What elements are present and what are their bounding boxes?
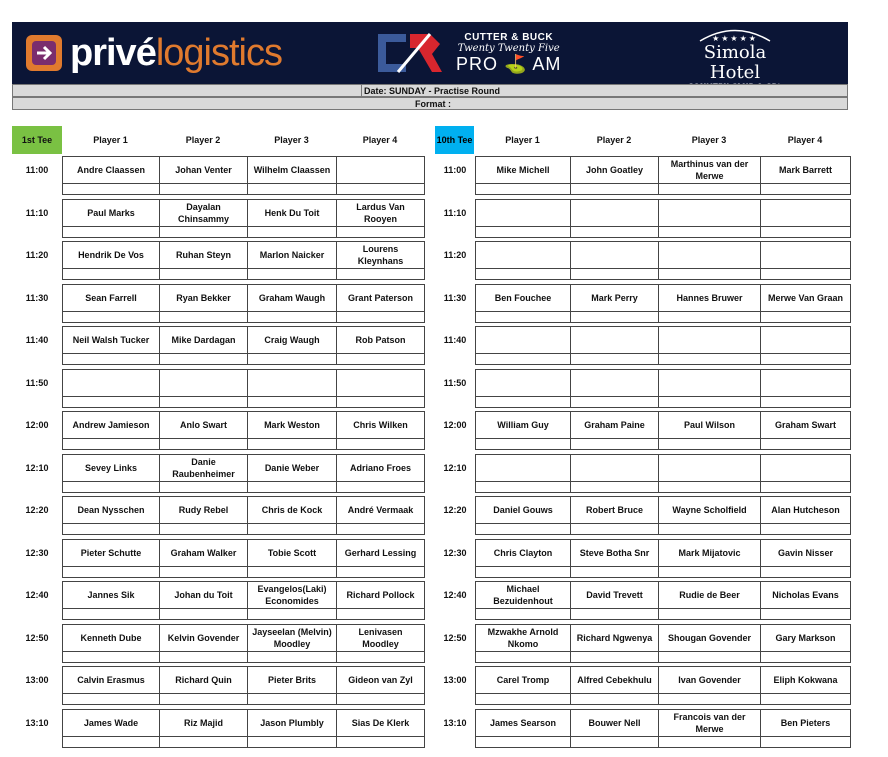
date-label: Date: SUNDAY - Practise Round [361,85,500,97]
tee10-spacer-cell [760,438,851,450]
tee1-player-cell[interactable]: Mike Dardagan [159,326,248,354]
tee1-player-cell[interactable]: Richard Quin [159,666,248,694]
tee1-tee-time: 12:20 [25,505,49,515]
tee10-tee-time: 12:40 [443,590,467,600]
tee1-spacer-cell [336,396,425,408]
tee10-spacer-cell [475,311,571,323]
tee10-player-cell[interactable] [760,369,851,397]
tee1-spacer-cell [247,481,337,493]
tee1-player-cell[interactable]: Craig Waugh [247,326,337,354]
tee10-player-cell[interactable]: Shougan Govender [658,624,761,652]
tee1-spacer-cell [247,651,337,663]
tee10-player-cell[interactable] [475,454,571,482]
tee10-spacer-cell [658,736,761,748]
simola-name: Simola Hotel [703,42,767,83]
tee1-spacer-cell [247,523,337,535]
tee1-player-cell[interactable]: Jayseelan (Melvin) Moodley [247,624,337,652]
tee10-spacer-cell [760,396,851,408]
tee10-spacer-cell [570,736,659,748]
tee10-spacer-cell [475,523,571,535]
tee1-player-cell[interactable]: Kenneth Dube [62,624,160,652]
tee1-player-cell[interactable] [159,369,248,397]
tee1-player-cell[interactable]: Chris Wilken [336,411,425,439]
tee10-player-cell[interactable]: Eliph Kokwana [760,666,851,694]
tee1-spacer-cell [336,523,425,535]
tee1-player-cell[interactable]: Ryan Bekker [159,284,248,312]
tee1-tee-time: 12:50 [25,633,49,643]
tee1-tee-time: 12:40 [25,590,49,600]
tee10-spacer-cell [570,311,659,323]
tee10-player-cell[interactable]: Gary Markson [760,624,851,652]
tee10-tee-time: 13:00 [443,675,467,685]
tee1-spacer-cell [159,736,248,748]
tee1-tee-time: 13:10 [25,718,49,728]
tee1-spacer-cell [336,353,425,365]
tee10-player-cell[interactable]: John Goatley [570,156,659,184]
tee10-spacer-cell [760,736,851,748]
tee10-player-cell[interactable] [658,199,761,227]
tee1-player-cell[interactable]: Rob Patson [336,326,425,354]
tee10-player-cell[interactable] [475,199,571,227]
tee1-player-cell[interactable]: Graham Walker [159,539,248,567]
tee10-player-cell[interactable] [570,199,659,227]
tee10-spacer-cell [658,311,761,323]
tee1-header-player-1: Player 1 [93,135,128,145]
tee10-player-cell[interactable] [658,369,761,397]
tee1-spacer-cell [62,353,160,365]
tee10-player-cell[interactable]: Nicholas Evans [760,581,851,609]
tee10-spacer-cell [570,651,659,663]
tee10-spacer-cell [475,268,571,280]
tee1-spacer-cell [62,481,160,493]
tee10-spacer-cell [570,396,659,408]
tee10-spacer-cell [570,226,659,238]
tee10-tee-time: 12:50 [443,633,467,643]
tee10-player-cell[interactable]: Mark Barrett [760,156,851,184]
tee10-player-cell[interactable]: Hannes Bruwer [658,284,761,312]
tee10-player-cell[interactable] [760,454,851,482]
tee10-tee-time: 11:00 [443,165,467,175]
tee10-spacer-cell [475,226,571,238]
tee1-spacer-cell [336,226,425,238]
cutter-buck-year: Twenty Twenty Five [457,42,560,54]
tee1-player-cell[interactable]: André Vermaak [336,496,425,524]
tee1-player-cell[interactable]: Johan Venter [159,156,248,184]
tee10-player-cell[interactable]: Steve Botha Snr [570,539,659,567]
tee10-player-cell[interactable] [658,241,761,269]
tee10-player-cell[interactable] [760,326,851,354]
tee10-spacer-cell [658,438,761,450]
tee1-player-cell[interactable]: Neil Walsh Tucker [62,326,160,354]
tee1-spacer-cell [336,566,425,578]
tee1-player-cell[interactable] [336,369,425,397]
tee1-spacer-cell [159,481,248,493]
tee10-player-cell[interactable] [475,241,571,269]
tee1-tee-time: 13:00 [25,675,49,685]
tee1-player-cell[interactable]: Graham Waugh [247,284,337,312]
tee1-spacer-cell [159,226,248,238]
tee1-tee-time: 11:30 [25,293,49,303]
tee10-spacer-cell [658,481,761,493]
simola-stars: ★★★★★ [712,34,758,43]
tee10-player-cell[interactable]: William Guy [475,411,571,439]
tee1-spacer-cell [159,183,248,195]
tee10-spacer-cell [475,353,571,365]
tee1-spacer-cell [336,438,425,450]
tee10-tee-time: 12:10 [443,463,467,473]
tee1-spacer-cell [159,693,248,705]
tee1-player-cell[interactable]: Evangelos(Laki) Economides [247,581,337,609]
tee1-player-cell[interactable]: Sevey Links [62,454,160,482]
tee1-tee-time: 11:40 [25,335,49,345]
tee1-spacer-cell [247,396,337,408]
tee10-spacer-cell [658,523,761,535]
tee10-player-cell[interactable]: Carel Tromp [475,666,571,694]
tee1-spacer-cell [336,481,425,493]
tee10-spacer-cell [475,566,571,578]
tee10-player-cell[interactable] [570,241,659,269]
tee1-player-cell[interactable]: Adriano Froes [336,454,425,482]
tee10-player-cell[interactable]: Bouwer Nell [570,709,659,737]
tee1-player-cell[interactable]: Marlon Naicker [247,241,337,269]
tee1-tee-time: 11:20 [25,250,49,260]
tee10-player-cell[interactable]: Paul Wilson [658,411,761,439]
tee1-tee-time: 11:00 [25,165,49,175]
tee10-spacer-cell [658,268,761,280]
tee10-spacer-cell [570,183,659,195]
tee1-header-player-3: Player 3 [274,135,309,145]
tee1-spacer-cell [247,438,337,450]
tee10-tee-time: 12:30 [443,548,467,558]
tee10-spacer-cell [658,651,761,663]
tee10-spacer-cell [760,226,851,238]
tee1-spacer-cell [62,438,160,450]
tee10-player-cell[interactable]: Ivan Govender [658,666,761,694]
tee10-spacer-cell [475,693,571,705]
tee1-spacer-cell [159,523,248,535]
tee1-spacer-cell [336,651,425,663]
tee1-player-cell[interactable]: Anlo Swart [159,411,248,439]
tee10-spacer-cell [658,396,761,408]
format-label: Format : [415,99,451,109]
tee10-player-cell[interactable]: Marthinus van der Merwe [658,156,761,184]
tee10-player-cell[interactable]: Mzwakhe Arnold Nkomo [475,624,571,652]
tee10-tee-time: 12:00 [443,420,467,430]
prive-brand-suffix: logistics [155,31,282,74]
tee10-player-cell[interactable]: Robert Bruce [570,496,659,524]
tee1-spacer-cell [159,566,248,578]
tee10-spacer-cell [570,353,659,365]
tee1-spacer-cell [336,608,425,620]
tee1-label: 1st Tee [12,126,62,154]
tee1-spacer-cell [159,608,248,620]
tee1-player-cell[interactable]: Danie Weber [247,454,337,482]
tee1-player-cell[interactable]: Paul Marks [62,199,160,227]
tee1-spacer-cell [62,736,160,748]
tee1-spacer-cell [159,353,248,365]
tee10-player-cell[interactable]: Graham Swart [760,411,851,439]
tee1-player-cell[interactable]: Pieter Brits [247,666,337,694]
tee10-player-cell[interactable] [475,326,571,354]
tee10-header-player-3: Player 3 [691,135,727,145]
tee1-player-cell[interactable]: Tobie Scott [247,539,337,567]
tee10-spacer-cell [658,693,761,705]
tee1-spacer-cell [62,268,160,280]
tee10-player-cell[interactable]: Francois van der Merwe [658,709,761,737]
tee1-player-cell[interactable]: Calvin Erasmus [62,666,160,694]
tee1-player-cell[interactable]: Sias De Klerk [336,709,425,737]
tee10-tee-time: 11:10 [443,208,467,218]
tee10-spacer-cell [760,608,851,620]
cutter-buck-name: CUTTER & BUCK [464,31,554,43]
tee10-player-cell[interactable]: Chris Clayton [475,539,571,567]
tee1-spacer-cell [159,651,248,663]
tee10-player-cell[interactable]: Wayne Scholfield [658,496,761,524]
tee10-player-cell[interactable]: Graham Paine [570,411,659,439]
tee1-spacer-cell [247,566,337,578]
date-row [12,84,848,97]
tee10-tee-time: 13:10 [443,718,467,728]
tee1-player-cell[interactable] [336,156,425,184]
tee1-tee-time: 12:10 [25,463,49,473]
tee1-player-cell[interactable]: Andrew Jamieson [62,411,160,439]
tee1-player-cell[interactable]: Sean Farrell [62,284,160,312]
tee10-spacer-cell [475,183,571,195]
tee1-spacer-cell [247,268,337,280]
tee1-player-cell[interactable]: Ruhan Steyn [159,241,248,269]
tee1-tee-time: 12:30 [25,548,49,558]
tee1-player-cell[interactable]: Henk Du Toit [247,199,337,227]
tee10-player-cell[interactable]: Merwe Van Graan [760,284,851,312]
tee10-player-cell[interactable]: Ben Pieters [760,709,851,737]
tee10-player-cell[interactable]: David Trevett [570,581,659,609]
tee1-player-cell[interactable]: Lourens Kleynhans [336,241,425,269]
tee10-spacer-cell [760,268,851,280]
tee1-spacer-cell [247,736,337,748]
tee1-spacer-cell [62,226,160,238]
tee1-player-cell[interactable]: Hendrik De Vos [62,241,160,269]
tee10-spacer-cell [760,523,851,535]
tee10-player-cell[interactable] [570,454,659,482]
prive-brand-text: privé [70,31,156,74]
tee10-player-cell[interactable]: Gavin Nisser [760,539,851,567]
tee1-player-cell[interactable]: Jannes Sik [62,581,160,609]
cutter-buck-proam: PRO ⛳ AM [456,53,562,74]
tee1-spacer-cell [336,183,425,195]
tee10-spacer-cell [475,481,571,493]
tee1-spacer-cell [336,693,425,705]
tee10-spacer-cell [658,226,761,238]
tee1-player-cell[interactable]: Jason Plumbly [247,709,337,737]
tee10-tee-time: 11:30 [443,293,467,303]
tee1-header-player-4: Player 4 [362,135,398,145]
cutter-buck-mark-icon [374,28,446,78]
tee1-player-cell[interactable]: Danie Raubenheimer [159,454,248,482]
tee1-player-cell[interactable]: Dayalan Chinsammy [159,199,248,227]
tee1-spacer-cell [336,311,425,323]
simola-hotel-logo [680,26,790,91]
tee1-spacer-cell [159,311,248,323]
tee1-player-cell[interactable]: Johan du Toit [159,581,248,609]
tee1-player-cell[interactable]: Rudy Rebel [159,496,248,524]
tee10-player-cell[interactable]: Daniel Gouws [475,496,571,524]
tee1-spacer-cell [336,736,425,748]
tee10-spacer-cell [760,183,851,195]
tee1-player-cell[interactable]: Wilhelm Claassen [247,156,337,184]
tee10-player-cell[interactable] [760,199,851,227]
tee10-player-cell[interactable] [475,369,571,397]
tee10-spacer-cell [658,608,761,620]
tee10-tee-time: 11:20 [443,250,467,260]
tee10-spacer-cell [658,183,761,195]
tee1-player-cell[interactable]: Lardus Van Rooyen [336,199,425,227]
tee1-player-cell[interactable]: Kelvin Govender [159,624,248,652]
tee1-spacer-cell [159,438,248,450]
tee1-spacer-cell [62,566,160,578]
cutter-buck-logo [374,28,561,78]
tee10-spacer-cell [760,311,851,323]
tee10-spacer-cell [475,608,571,620]
tee1-player-cell[interactable] [62,369,160,397]
tee1-player-cell[interactable]: James Wade [62,709,160,737]
tee10-player-cell[interactable]: Michael Bezuidenhout [475,581,571,609]
tee1-spacer-cell [62,693,160,705]
tee10-header-player-1: Player 1 [505,135,540,145]
tee1-spacer-cell [62,608,160,620]
tee10-header-player-2: Player 2 [596,135,632,145]
tee1-spacer-cell [159,396,248,408]
tee10-tee-time: 12:20 [443,505,467,515]
tee1-tee-time: 11:50 [25,378,49,388]
tee10-header-player-4: Player 4 [787,135,823,145]
tee10-spacer-cell [760,353,851,365]
tee1-tee-time: 11:10 [25,208,49,218]
tee1-spacer-cell [62,523,160,535]
tee10-spacer-cell [760,481,851,493]
tee10-spacer-cell [760,651,851,663]
tee1-spacer-cell [247,226,337,238]
tee1-player-cell[interactable]: Mark Weston [247,411,337,439]
tee1-spacer-cell [247,608,337,620]
tee10-spacer-cell [658,353,761,365]
tee10-player-cell[interactable]: James Searson [475,709,571,737]
tee10-spacer-cell [658,566,761,578]
tee10-tee-time: 11:50 [443,378,467,388]
tee10-spacer-cell [570,268,659,280]
tee1-spacer-cell [62,396,160,408]
tee10-spacer-cell [570,693,659,705]
tee10-player-cell[interactable] [658,326,761,354]
tee1-spacer-cell [247,693,337,705]
tee1-player-cell[interactable] [247,369,337,397]
tee10-player-cell[interactable]: Alfred Cebekhulu [570,666,659,694]
tee1-player-cell[interactable]: Andre Claassen [62,156,160,184]
tee10-tee-time: 11:40 [443,335,467,345]
tee1-player-cell[interactable]: Gerhard Lessing [336,539,425,567]
tee10-player-cell[interactable]: Mike Michell [475,156,571,184]
tee1-player-cell[interactable]: Gideon van Zyl [336,666,425,694]
tee1-spacer-cell [247,183,337,195]
header-banner [12,22,848,84]
tee10-label: 10th Tee [435,126,474,154]
tee10-player-cell[interactable]: Rudie de Beer [658,581,761,609]
prive-logistics-logo [24,30,282,76]
tee1-header-player-2: Player 2 [185,135,221,145]
tee1-tee-time: 12:00 [25,420,49,430]
tee1-spacer-cell [62,311,160,323]
tee1-spacer-cell [62,183,160,195]
tee10-spacer-cell [570,608,659,620]
tee10-player-cell[interactable]: Mark Perry [570,284,659,312]
tee10-player-cell[interactable]: Mark Mijatovic [658,539,761,567]
tee1-spacer-cell [247,311,337,323]
tee10-player-cell[interactable]: Richard Ngwenya [570,624,659,652]
tee10-spacer-cell [475,736,571,748]
tee1-spacer-cell [336,268,425,280]
tee10-spacer-cell [570,566,659,578]
tee1-player-cell[interactable]: Chris de Kock [247,496,337,524]
tee1-spacer-cell [159,268,248,280]
tee10-spacer-cell [570,523,659,535]
tee10-spacer-cell [570,438,659,450]
tee1-spacer-cell [247,353,337,365]
tee1-spacer-cell [62,651,160,663]
tee10-player-cell[interactable] [658,454,761,482]
tee10-spacer-cell [570,481,659,493]
tee10-player-cell[interactable] [570,369,659,397]
tee1-player-cell[interactable]: Riz Majid [159,709,248,737]
tee10-player-cell[interactable] [760,241,851,269]
tee1-player-cell[interactable]: Pieter Schutte [62,539,160,567]
prive-logo-icon [24,33,64,73]
tee1-player-cell[interactable]: Lenivasen Moodley [336,624,425,652]
format-row [12,97,848,110]
simola-arc-icon [698,26,772,42]
tee10-player-cell[interactable]: Alan Hutcheson [760,496,851,524]
tee10-spacer-cell [475,438,571,450]
tee10-spacer-cell [760,566,851,578]
tee1-player-cell[interactable]: Grant Paterson [336,284,425,312]
tee10-spacer-cell [760,693,851,705]
tee1-player-cell[interactable]: Richard Pollock [336,581,425,609]
tee1-player-cell[interactable]: Dean Nysschen [62,496,160,524]
tee10-player-cell[interactable]: Ben Fouchee [475,284,571,312]
tee10-player-cell[interactable] [570,326,659,354]
tee10-spacer-cell [475,651,571,663]
tee10-spacer-cell [475,396,571,408]
